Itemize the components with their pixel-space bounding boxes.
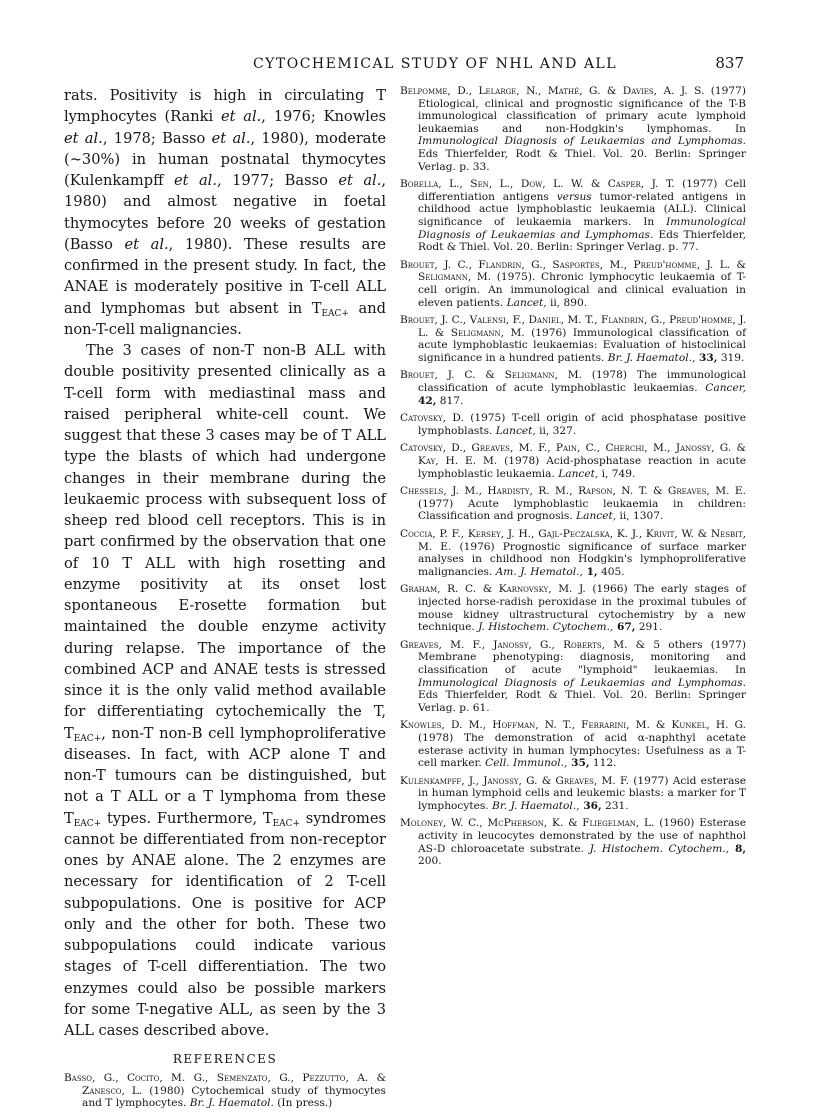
ref-authors: Graham, R. C. & Karnovsky, M. J. bbox=[400, 583, 586, 596]
ref-journal: Lancet, bbox=[495, 424, 536, 437]
ref-text: (1978) The demonstration of acid α-naphthyl acetate esterase activity in human lymphocytes: Usefulness as a T-cell marker. bbox=[418, 731, 746, 770]
reference-entry bbox=[400, 775, 746, 813]
subscript: EAC+ bbox=[272, 818, 301, 829]
text-run: et al. bbox=[64, 129, 103, 147]
text-run: , 1976; Knowles bbox=[261, 108, 386, 126]
ref-text: others (1977) Membrane phenotyping: diagnosis, monitoring and classification of acute "lymphoid" leukaemias. In bbox=[418, 638, 746, 676]
reference-entry bbox=[400, 178, 746, 254]
ref-tail: 817. bbox=[436, 394, 464, 407]
text-run: syndromes cannot be differentiated from non-receptor ones by ANAE alone. The 2 enzymes are necessary for identification of 2 T-cell subpopulations. One is positive for ACP only and the other for both. These two subpopulations could indicate various stages of T-cell differentiation. The two enzymes could also be possible markers for some T-negative ALL, as seen by the 3 ALL cases described above. bbox=[64, 809, 386, 1039]
reference-entry bbox=[400, 369, 746, 407]
text-run: and non-T-cell malignancies. bbox=[64, 299, 386, 338]
text-run: et al. bbox=[124, 235, 169, 253]
ref-text: (1966) The early stages of injected horse-radish peroxidase in the proximal tubules of mouse kidney ultrastructural cytochemistry by a new technique. bbox=[418, 583, 746, 634]
text-run: , 1977; Basso bbox=[216, 172, 339, 189]
text-run: , non-T non-B cell lymphoproliferative diseases. In fact, with ACP alone T and non-T tumours can be distinguished, but not a T ALL or a T lymphoma from these T bbox=[64, 724, 386, 827]
references-heading: REFERENCES bbox=[172, 1052, 278, 1067]
ref-text: (1980) Cytochemical study of thymocytes and T lymphocytes. bbox=[82, 1084, 386, 1110]
ref-tail: 319. bbox=[717, 351, 745, 364]
reference-entry bbox=[400, 528, 746, 578]
ref-journal: J. Histochem. Cytochem., bbox=[589, 842, 730, 855]
ref-authors: Catovsky, D., Greaves, M. F., Pain, C., Cherchi, M., Janossy, G. & Kay, H. E. M. bbox=[400, 442, 746, 468]
ref-tail: Eds Thierfelder, Rodt & Thiel. Vol. 20. Berlin: Springer Verlag. p. 61. bbox=[418, 689, 746, 714]
ref-book: Immunological Diagnosis of Leukaemias and Lymphomas. bbox=[418, 676, 746, 689]
ref-journal: Cell. Immunol., bbox=[485, 757, 568, 770]
ref-tail: ii, 1307. bbox=[616, 510, 664, 523]
text-run: , 1978; Basso bbox=[102, 129, 212, 147]
reference-entry bbox=[400, 314, 746, 364]
ref-authors: Belpomme, D., Lelarge, N., Mathé, G. & Davies, A. J. S. bbox=[400, 85, 705, 97]
ref-tail: Eds Thierfelder, Rodt & Thiel. Vol. 20. Berlin: Springer Verlag. p. 33. bbox=[418, 147, 746, 173]
ref-volume: 8, bbox=[729, 842, 747, 855]
ref-tail: 231. bbox=[601, 799, 629, 812]
ref-book: Immunological Diagnosis of Leukaemias and Lymphomas. bbox=[418, 215, 746, 241]
reference-entry bbox=[400, 639, 746, 715]
subscript: EAC+ bbox=[321, 308, 349, 319]
ref-text: (1978) Acid-phosphatase reaction in acute lymphoblastic leukaemia. bbox=[418, 455, 746, 480]
ref-authors: Greaves, M. F., Janossy, G., Roberts, M. & 5 bbox=[400, 638, 661, 651]
ref-volume: 67, bbox=[613, 621, 636, 634]
text-run: , 1980), moderate (~30%) in human postnatal thymocytes (Kulenkampff bbox=[64, 129, 386, 189]
reference-entry bbox=[400, 485, 746, 523]
text-run: types. Furthermore, T bbox=[101, 809, 273, 827]
text-run: The 3 cases of non-T non-B ALL with double positivity presented clinically as a T-cell form with mediastinal mass and raised peripheral white-cell count. We suggest that these 3 cases may be of T ALL type the blasts of which had undergone changes in their membrane during the leukaemic process with subsequent loss of sheep red blood cell receptors. This is in part confirmed by the observation that one of 10 T ALL with high rosetting and enzyme positivity at its onset lost spontaneous E-rosette formation but maintained the double enzyme activity during relapse. The importance of the combined ACP and ANAE tests is stressed since it is the only valid method available for differentiating cytochemically the T, T bbox=[64, 342, 386, 742]
ref-journal: Lancet, bbox=[506, 296, 547, 309]
body-paragraph-2 bbox=[64, 340, 386, 1041]
ref-authors: Basso, G., Cocito, M. G., Semenzato, G., Pezzutto, A. & Zanesco, L. bbox=[64, 1072, 386, 1097]
left-column bbox=[64, 85, 386, 1114]
subscript: EAC+ bbox=[73, 818, 102, 829]
ref-text: (1976) Immunological classification of acute lymphoblastic leukaemias: Evaluation of histoclinical significance in a hundred patients. bbox=[418, 326, 746, 364]
reference-entry bbox=[400, 817, 746, 867]
ref-journal: Cancer, bbox=[705, 382, 746, 395]
ref-tail: i, 749. bbox=[598, 467, 636, 480]
right-column bbox=[400, 85, 746, 873]
text-run: rats. Positivity is high in circulating T lymphocytes (Ranki bbox=[64, 87, 386, 126]
ref-volume: 35, bbox=[567, 757, 590, 770]
page-number: 837 bbox=[715, 54, 744, 72]
ref-authors: Moloney, W. C., McPherson, K. & Fliegelman, L. bbox=[400, 817, 655, 830]
ref-text: (1977) Acute lymphoblastic leukaemia in children: Classification and prognosis. bbox=[418, 497, 746, 523]
ref-authors: Chessels, J. M., Hardisty, R. M., Rapson, N. T. & Greaves, M. E. bbox=[400, 485, 746, 498]
ref-text: (1977) Cell differentiation antigens bbox=[418, 178, 746, 203]
ref-authors: Brouet, J. C. & Seligmann, M. bbox=[400, 369, 582, 382]
ref-volume: 36, bbox=[579, 799, 602, 812]
ref-authors: Coccia, P. F., Kersey, J. H., Gajl-Peczalska, K. J., Krivit, W. & Nesbit, M. E. bbox=[400, 528, 746, 553]
ref-authors: Knowles, D. M., Hoffman, N. T., Ferrarini, M. & Kunkel, H. G. bbox=[400, 719, 746, 732]
ref-volume: 33, bbox=[695, 351, 718, 364]
ref-journal: Br. J. Haematol., bbox=[607, 351, 696, 364]
reference-entry bbox=[400, 259, 746, 309]
text-run: , 1980) and almost negative in foetal thymocytes before 20 weeks of gestation (Basso bbox=[64, 172, 387, 253]
ref-tail: 112. bbox=[589, 757, 617, 770]
ref-journal: Lancet, bbox=[576, 510, 617, 523]
ref-authors: Kulenkampff, J., Janossy, G. & Greaves, M. F. bbox=[400, 774, 630, 787]
ref-text: (1976) Prognostic significance of surface marker analyses in childhood non Hodgkin's lymphoproliferative malignancies. bbox=[418, 540, 746, 578]
ref-tail: 291. bbox=[635, 621, 663, 634]
subscript: EAC+ bbox=[73, 733, 102, 744]
text-run: et al. bbox=[173, 172, 217, 189]
reference-entry bbox=[400, 583, 746, 633]
ref-volume: 42, bbox=[418, 394, 437, 407]
ref-italic: versus bbox=[556, 190, 592, 203]
reference-entry bbox=[400, 719, 746, 769]
ref-journal: Br. J. Haematol., bbox=[492, 799, 580, 812]
ref-text: (1977) Acid esterase in human lymphoid cells and leukemic blasts: a marker for T lymphocytes. bbox=[418, 774, 746, 812]
ref-text: (1975). Chronic lymphocytic leukaemia of T-cell origin. An immunological and clinical evaluation in eleven patients. bbox=[418, 271, 746, 309]
reference-entry bbox=[64, 1072, 386, 1110]
ref-tail: Eds Thierfelder, Rodt & Thiel. Vol. 20. Berlin: Springer Verlag. p. 77. bbox=[418, 228, 746, 254]
text-run: et al. bbox=[211, 129, 251, 147]
ref-text: tumor-related antigens in childhood actue lymphoblastic leukaemia (ALL). Clinical significance of leukaemia markers. In bbox=[418, 190, 746, 228]
text-run: et al. bbox=[338, 172, 382, 189]
ref-volume: 1, bbox=[582, 565, 598, 578]
text-run: et al. bbox=[220, 108, 262, 126]
reference-entry bbox=[400, 412, 746, 437]
ref-tail: ii, 327. bbox=[535, 424, 577, 437]
ref-journal: Lancet, bbox=[558, 467, 599, 480]
ref-tail: ii, 890. bbox=[546, 296, 588, 309]
ref-authors: Brouet, J. C., Valensi, F., Daniel, M. T., Flandrin, G., Preud'homme, J. L. & Seligmann, M. bbox=[400, 314, 746, 339]
reference-entry bbox=[400, 85, 746, 173]
ref-authors: Borella, L., Sen, L., Dow, L. W. & Casper, J. T. bbox=[400, 178, 675, 191]
body-paragraph-1 bbox=[64, 85, 386, 340]
ref-journal: J. Histochem. Cytochem., bbox=[478, 621, 614, 634]
text-run: , 1980). These results are confirmed in the present study. In fact, the ANAE is moderately positive in T-cell ALL and lymphomas but absent in T bbox=[64, 235, 386, 317]
ref-text: (1978) The immunological classification of acute lymphoblastic leukaemias. bbox=[418, 369, 747, 395]
ref-tail: (In press.) bbox=[273, 1097, 333, 1110]
ref-authors: Catovsky, D. bbox=[400, 412, 464, 425]
ref-tail: 405. bbox=[597, 565, 625, 578]
running-title: CYTOCHEMICAL STUDY OF NHL AND ALL bbox=[252, 56, 618, 72]
ref-text: (1975) T-cell origin of acid phosphatase positive lymphoblasts. bbox=[418, 412, 746, 437]
ref-book: Immunological Diagnosis of Leukaemias and Lymphomas. bbox=[418, 135, 746, 148]
reference-entry bbox=[400, 442, 746, 480]
ref-text: (1960) Esterase activity in leucocytes demonstrated by the use of naphthol AS-D chloroacetate substrate. bbox=[418, 817, 747, 855]
ref-authors: Brouet, J. C., Flandrin, G., Sasportes, M., Preud'homme, J. L. & Seligmann, M. bbox=[400, 258, 746, 284]
ref-text: (1977) Etiological, clinical and prognostic significance of the T-B immunological classification of primary acute lymphoid leukaemias and non-Hodgkin's lymphomas. In bbox=[418, 85, 746, 135]
ref-tail: 200. bbox=[418, 855, 442, 868]
ref-journal: Am. J. Hematol., bbox=[495, 565, 583, 578]
ref-journal: Br. J. Haematol. bbox=[189, 1097, 274, 1110]
